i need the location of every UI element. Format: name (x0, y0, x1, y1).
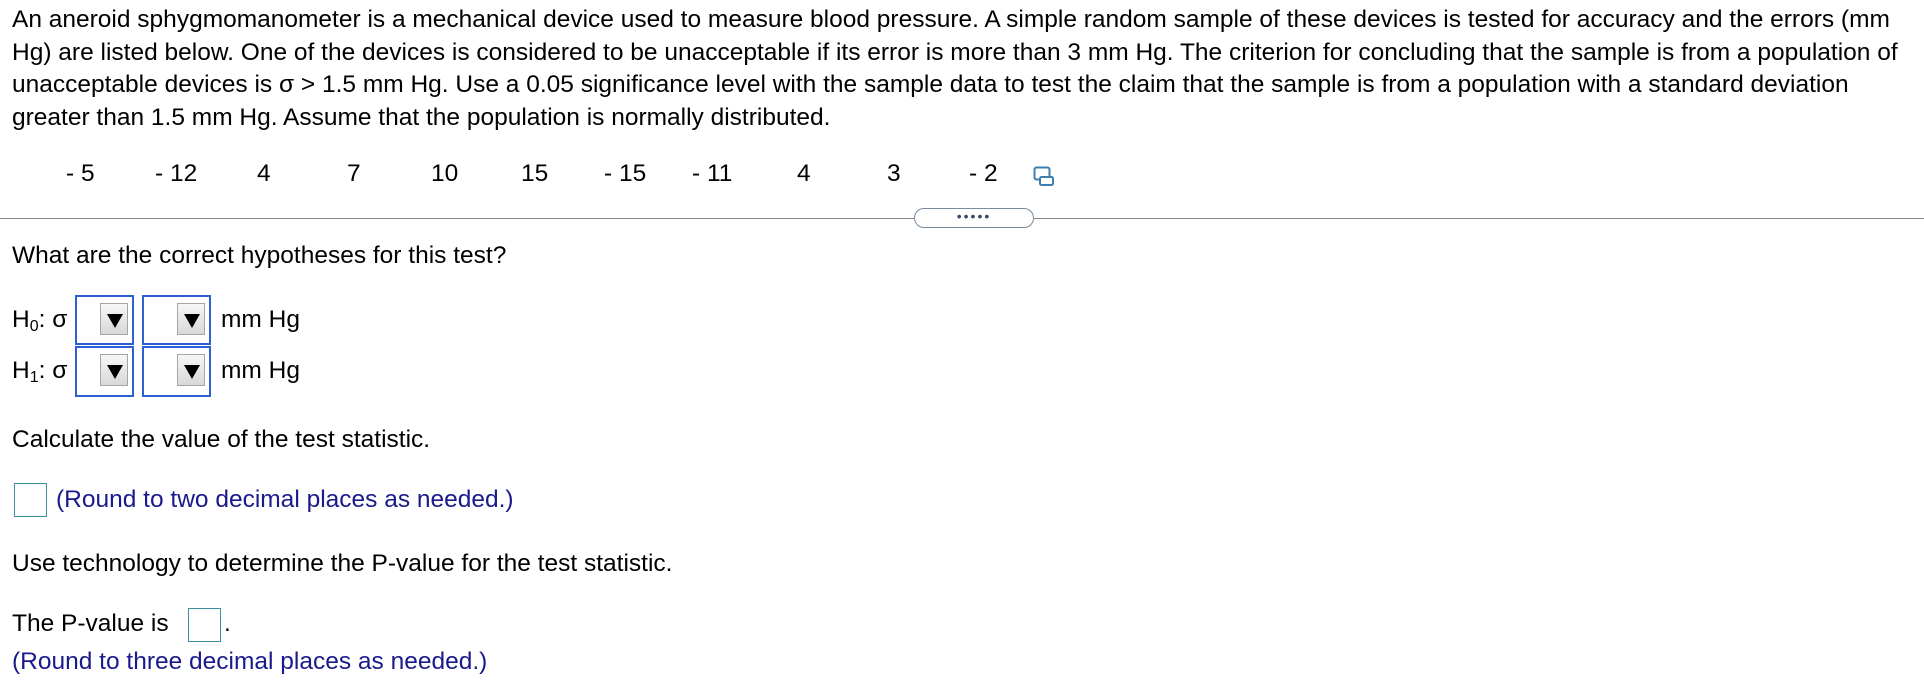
hypotheses-question: What are the correct hypotheses for this test? (12, 242, 507, 269)
test-statistic-input[interactable] (14, 483, 47, 517)
p-value-prefix: The P-value is (12, 610, 169, 637)
h1-relation-dropdown[interactable] (75, 346, 134, 397)
sample-value: 4 (257, 160, 271, 187)
chevron-down-icon (100, 354, 128, 386)
h0-label: $H_0$: σ (12, 306, 68, 335)
chevron-down-icon (100, 303, 128, 335)
sample-value: 7 (347, 160, 361, 187)
test-statistic-question: Calculate the value of the test statistic. (12, 426, 431, 453)
copy-data-icon[interactable] (1033, 166, 1055, 188)
sample-value: 10 (431, 160, 459, 187)
sample-value: 4 (797, 160, 811, 187)
h0-value-dropdown[interactable] (142, 295, 211, 345)
sample-value: 15 (521, 160, 549, 187)
p-value-hint: (Round to three decimal places as needed.) (12, 648, 488, 675)
h0-relation-dropdown[interactable] (75, 295, 134, 345)
p-value-question: Use technology to determine the P-value for the test statistic. (12, 550, 673, 577)
sample-value: - 15 (604, 160, 647, 187)
test-statistic-hint: (Round to two decimal places as needed.) (56, 486, 514, 513)
problem-statement: An aneroid sphygmomanometer is a mechanical device used to measure blood pressure. A simple random sample of these devices is tested for accuracy and the errors (mm Hg) are listed below. One of the devices is considered to be unacceptable if its error is more than 3 mm Hg. The criterion for concluding that the sample is from a population of unacceptable devices is σ > 1.5 mm Hg. Use a 0.05 significance level with the sample data to test the claim that the sample is from a population with a standard deviation greater than 1.5 mm Hg. Assume that the population is normally distributed. (12, 6, 1898, 131)
sample-value: - 5 (66, 160, 95, 187)
sample-value: - 2 (969, 160, 998, 187)
h1-label: $H_1$: σ (12, 357, 68, 386)
sample-value: - 11 (692, 160, 733, 187)
sample-value: - 12 (155, 160, 198, 187)
p-value-input[interactable] (188, 608, 221, 642)
chevron-down-icon (177, 303, 205, 335)
h1-unit: mm Hg (221, 357, 300, 384)
h0-unit: mm Hg (221, 306, 300, 333)
p-value-suffix: . (224, 610, 231, 637)
sample-value: 3 (887, 160, 901, 187)
chevron-down-icon (177, 354, 205, 386)
h1-value-dropdown[interactable] (142, 346, 211, 397)
divider-expand-handle[interactable]: ••••• (914, 208, 1034, 228)
